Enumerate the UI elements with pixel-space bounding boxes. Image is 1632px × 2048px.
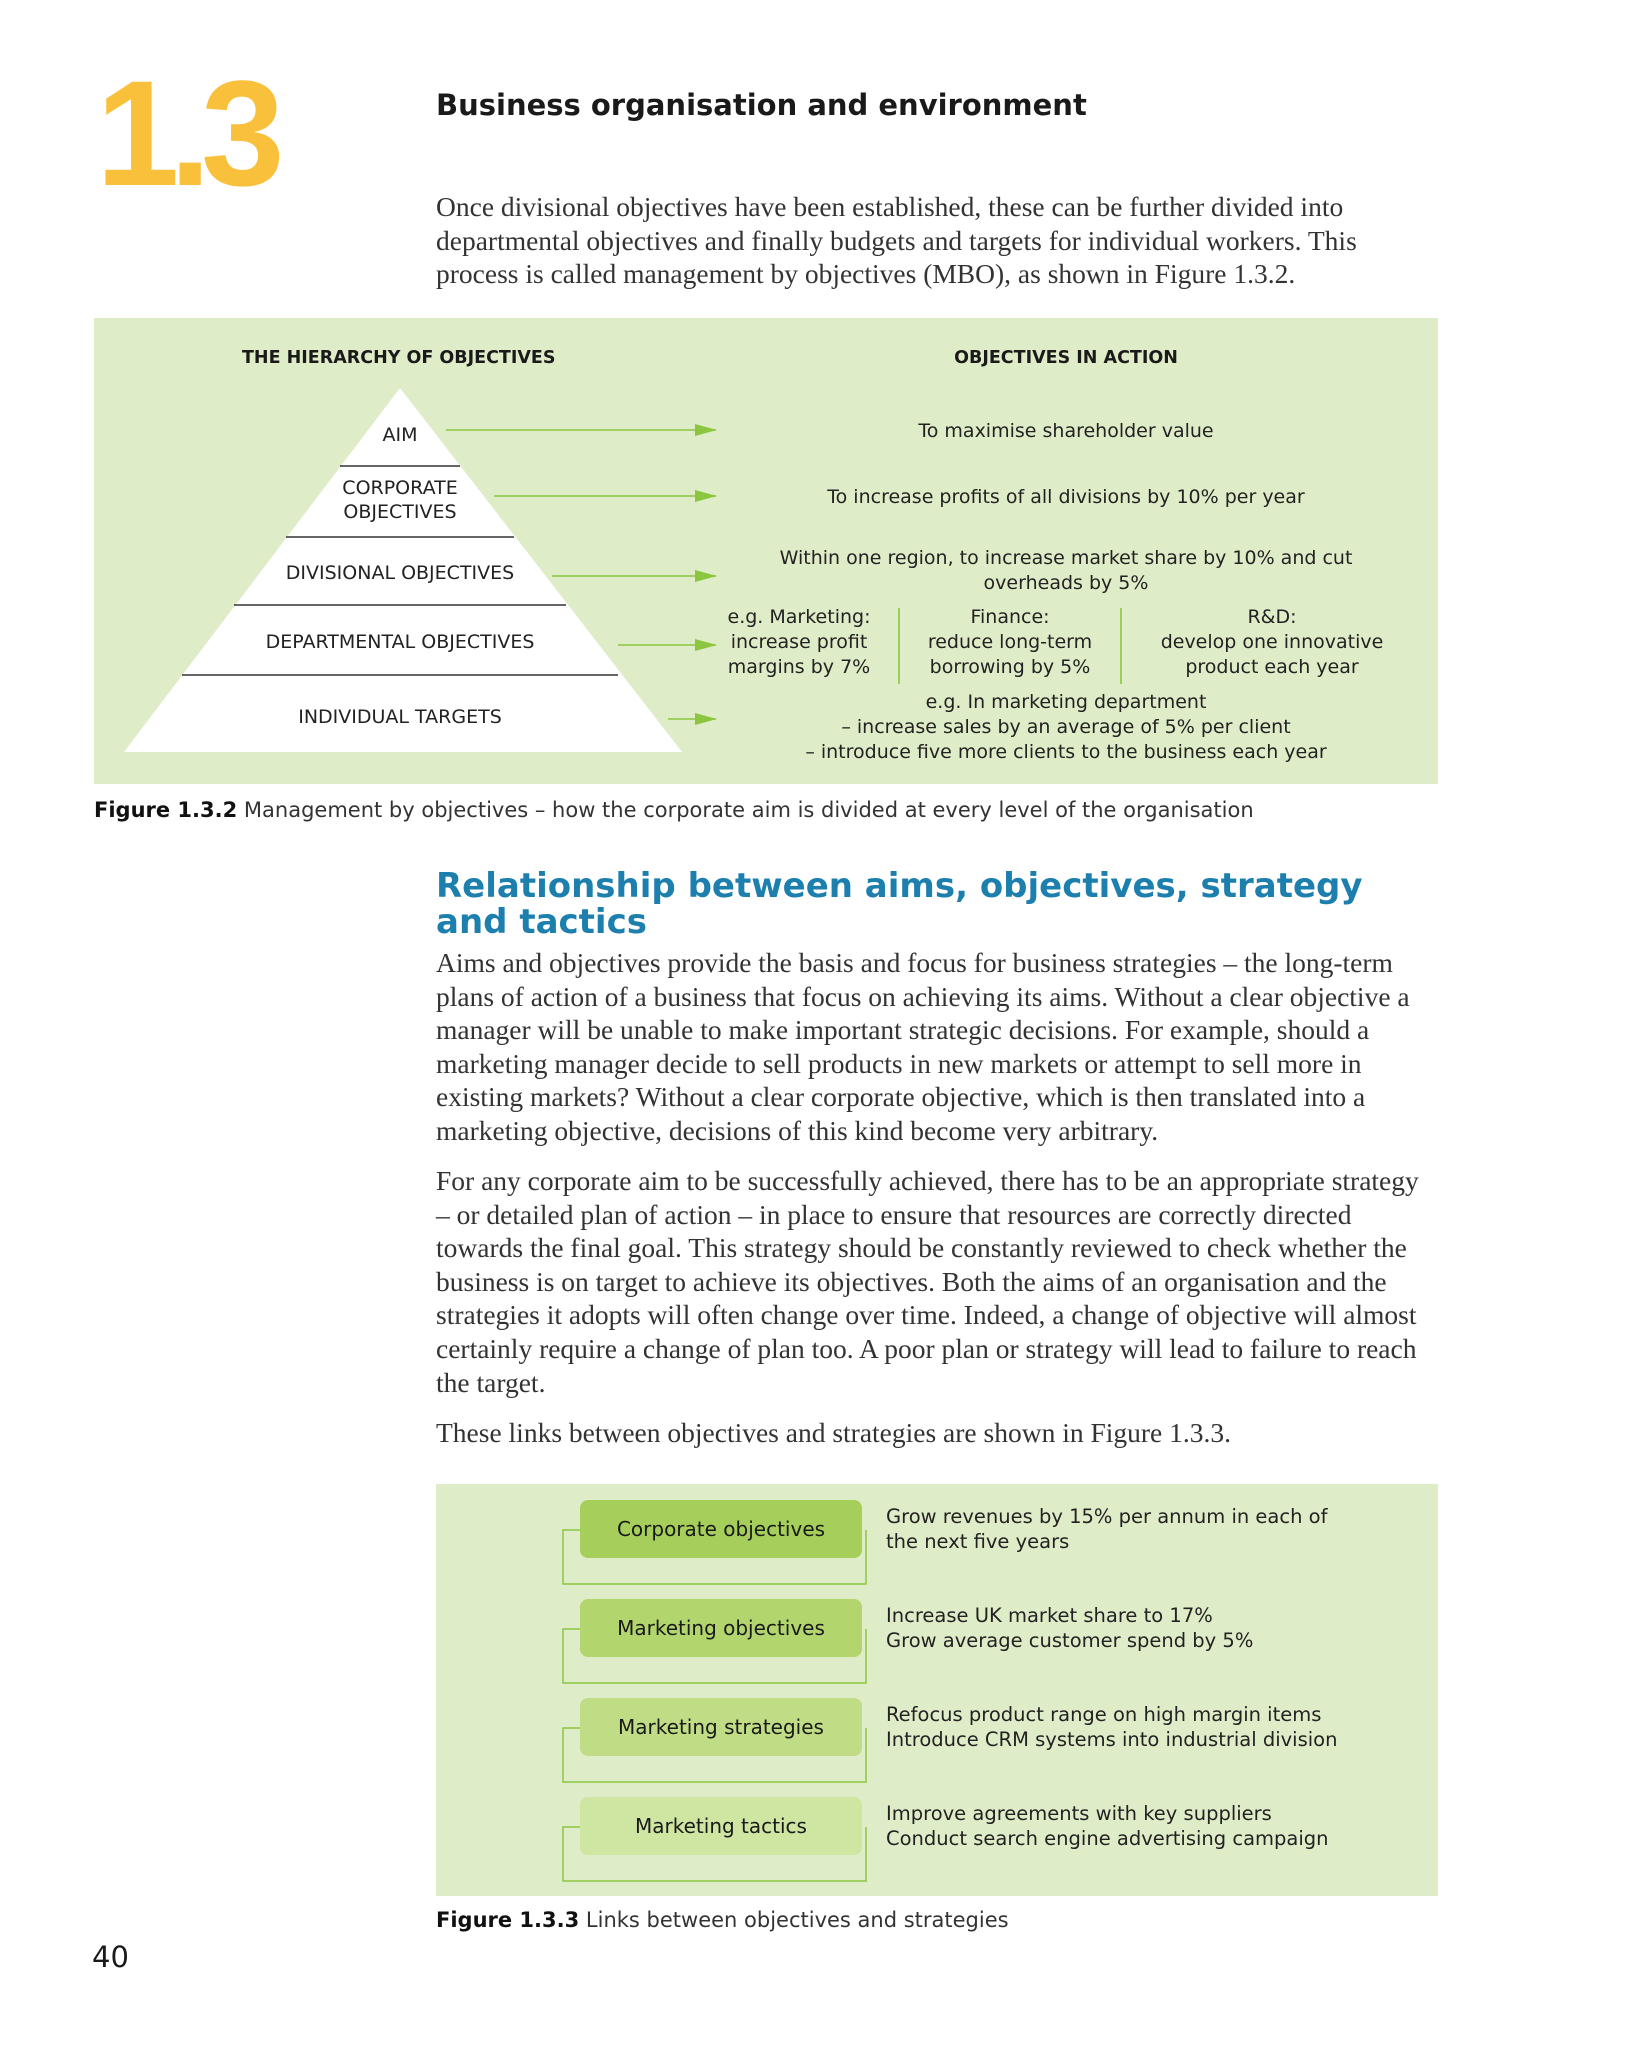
action-divisional: overheads by 5% bbox=[983, 572, 1149, 594]
hierarchy-heading: THE HIERARCHY OF OBJECTIVES bbox=[242, 348, 556, 368]
level-label-corporate: CORPORATE bbox=[342, 477, 458, 499]
section-heading bbox=[436, 868, 1436, 940]
page-number: 40 bbox=[92, 1940, 129, 1974]
department-line: develop one innovative bbox=[1160, 631, 1384, 653]
action-individual: – increase sales by an average of 5% per client bbox=[841, 716, 1291, 738]
department-line: margins by 7% bbox=[727, 656, 871, 678]
desc-marketing-tactics bbox=[886, 1801, 1329, 1851]
section-paragraph-3: These links between objectives and strategies are shown in Figure 1.3.3. bbox=[436, 1417, 1232, 1448]
section-paragraph-2: For any corporate aim to be successfully achieved, there has to be an appropriate strategy – or detailed plan of action – in place to ensure that resources are correctly directed towards the final goal. This strategy should be constantly reviewed to check whether the business is on target to achieve its objectives. Both the aims of an organisation and the strategies it adopts will often change over time. Indeed, a change of objective will almost certainly require a change of plan too. A poor plan or strategy will lead to failure to reach the target. bbox=[436, 1165, 1419, 1398]
level-label-individual: INDIVIDUAL TARGETS bbox=[298, 706, 502, 728]
department-line: reduce long-term bbox=[927, 631, 1093, 653]
desc-line: Grow revenues by 15% per annum in each of bbox=[886, 1505, 1328, 1528]
action-aim: To maximise shareholder value bbox=[918, 420, 1214, 442]
department-line: e.g. Marketing: bbox=[727, 606, 871, 628]
section-heading-line: and tactics bbox=[436, 902, 647, 942]
department-marketing bbox=[714, 605, 884, 680]
department-line: increase profit bbox=[730, 631, 868, 653]
department-line: product each year bbox=[1185, 656, 1359, 678]
level-label-corporate: OBJECTIVES bbox=[343, 501, 457, 523]
box-marketing-strategies: Marketing strategies bbox=[580, 1698, 862, 1756]
level-label-departmental: DEPARTMENTAL OBJECTIVES bbox=[265, 631, 535, 653]
action-individual: – introduce five more clients to the business each year bbox=[805, 741, 1327, 763]
desc-line: Refocus product range on high margin items bbox=[886, 1703, 1322, 1726]
action-corporate: To increase profits of all divisions by 10% per year bbox=[827, 486, 1305, 508]
department-line: borrowing by 5% bbox=[929, 656, 1091, 678]
desc-corporate-objectives bbox=[886, 1504, 1327, 1554]
desc-marketing-objectives bbox=[886, 1603, 1253, 1653]
department-line: Finance: bbox=[970, 606, 1050, 628]
department-rnd bbox=[1126, 605, 1418, 680]
desc-line: the next five years bbox=[886, 1530, 1070, 1553]
department-line: R&D: bbox=[1247, 606, 1297, 628]
desc-line: Introduce CRM systems into industrial division bbox=[886, 1728, 1338, 1751]
box-corporate-objectives: Corporate objectives bbox=[580, 1500, 862, 1558]
level-label-divisional: DIVISIONAL OBJECTIVES bbox=[285, 562, 515, 584]
figure-132-caption-text: Management by objectives – how the corporate aim is divided at every level of the organisation bbox=[243, 798, 1254, 822]
mbo-diagram bbox=[94, 318, 1438, 784]
section-paragraph-1: Aims and objectives provide the basis and focus for business strategies – the long-term plans of action of a business that focus on achieving its aims. Without a clear objective a manager will be unable to make important strategic decisions. For example, should a marketing manager decide to sell products in new markets or attempt to sell more in existing markets? Without a clear corporate objective, which is then translated into a marketing objective, decisions of this kind become very arbitrary. bbox=[436, 947, 1410, 1146]
figure-133-caption-label: Figure 1.3.3 bbox=[436, 1908, 580, 1932]
department-finance bbox=[904, 605, 1116, 680]
section-heading-line: Relationship between aims, objectives, strategy bbox=[436, 866, 1363, 906]
desc-marketing-strategies bbox=[886, 1702, 1337, 1752]
action-heading: OBJECTIVES IN ACTION bbox=[954, 348, 1178, 368]
intro-paragraph: Once divisional objectives have been established, these can be further divided into departmental objectives and finally budgets and targets for individual workers. This process is called management by objectives (MBO), as shown in Figure 1.3.2. bbox=[436, 191, 1357, 290]
action-individual: e.g. In marketing department bbox=[925, 691, 1207, 713]
figure-133-caption bbox=[436, 1908, 1009, 1932]
desc-line: Increase UK market share to 17% bbox=[886, 1604, 1213, 1627]
action-divisional: Within one region, to increase market share by 10% and cut bbox=[779, 547, 1353, 569]
chapter-title: Business organisation and environment bbox=[436, 88, 1087, 122]
box-marketing-objectives: Marketing objectives bbox=[580, 1599, 862, 1657]
figure-132-caption bbox=[94, 798, 1254, 822]
box-marketing-tactics: Marketing tactics bbox=[580, 1797, 862, 1855]
figure-132-panel bbox=[94, 318, 1438, 784]
figure-133-caption-text: Links between objectives and strategies bbox=[585, 1908, 1009, 1932]
chapter-number: 1.3 bbox=[96, 49, 275, 217]
desc-line: Conduct search engine advertising campaign bbox=[886, 1827, 1329, 1850]
level-label-aim: AIM bbox=[382, 424, 418, 446]
desc-line: Grow average customer spend by 5% bbox=[886, 1629, 1254, 1652]
desc-line: Improve agreements with key suppliers bbox=[886, 1802, 1272, 1825]
figure-132-caption-label: Figure 1.3.2 bbox=[94, 798, 238, 822]
